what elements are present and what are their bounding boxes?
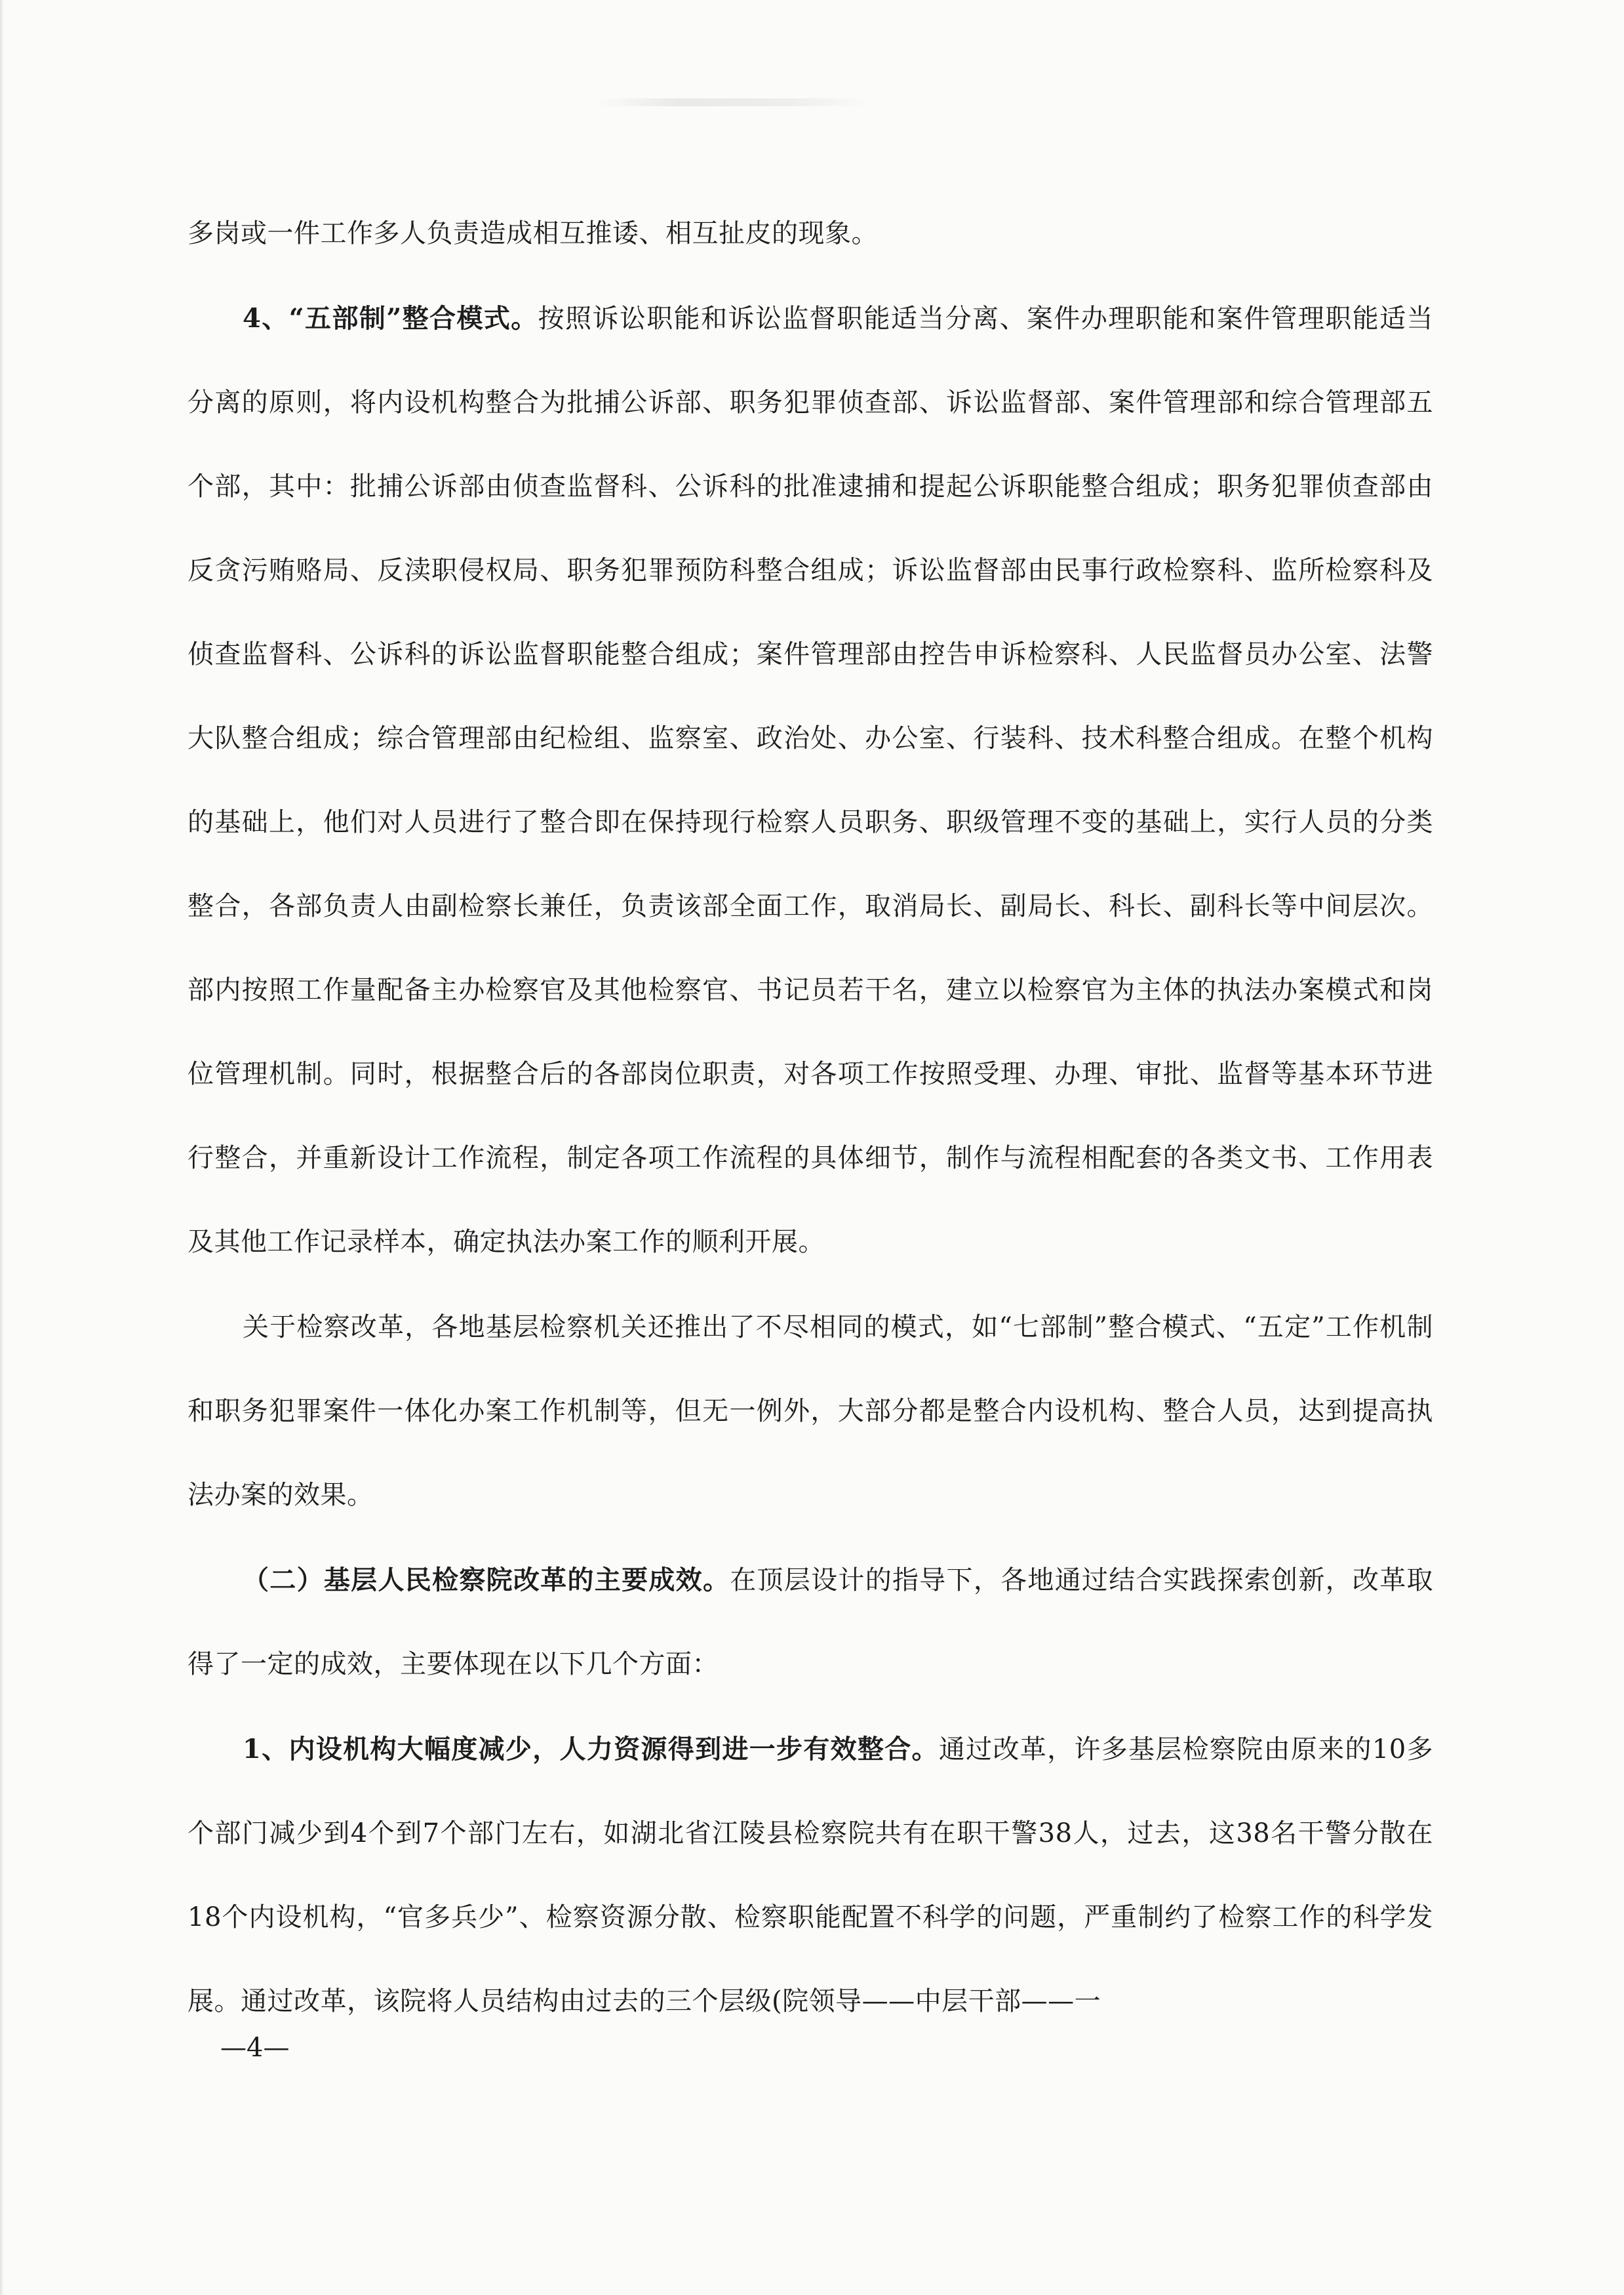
section-heading: （二）基层人民检察院改革的主要成效。: [243, 1565, 730, 1595]
paragraph-heading: 1、内设机构大幅度减少，人力资源得到进一步有效整合。: [243, 1734, 939, 1765]
paragraph-text: 通过改革，许多基层检察院由原来的10多个部门减少到4个到7个部门左右，如湖北省江陵县检察院共有在职干警38人，过去，这38名干警分散在18个内设机构，“官多兵少”、检察资源分散、检察职能配置不科学的问题，严重制约了检察工作的科学发展。通过改革，该院将人员结构由过去的三个层级(院领导——中层干部——一: [188, 1734, 1433, 2016]
page-number: —4—: [220, 2033, 290, 2063]
paragraph-text: 多岗或一件工作多人负责造成相互推诿、相互扯皮的现象。: [188, 218, 878, 249]
paragraph-continued: [188, 191, 1433, 275]
paragraph-text: 关于检察改革，各地基层检察机关还推出了不尽相同的模式，如“七部制”整合模式、“五定”工作机制和职务犯罪案件一体化办案工作机制等，但无一例外，大部分都是整合内设机构、整合人员，达到提高执法办案的效果。: [188, 1312, 1433, 1510]
scan-smudge: [597, 98, 872, 106]
paragraph-internal-institutions: [188, 1707, 1433, 2043]
paragraph-text: 按照诉讼职能和诉讼监督职能适当分离、案件办理职能和案件管理职能适当分离的原则，将内设机构整合为批捕公诉部、职务犯罪侦查部、诉讼监督部、案件管理部和综合管理部五个部，其中：批捕公诉部由侦查监督科、公诉科的批准逮捕和提起公诉职能整合组成；职务犯罪侦查部由反贪污贿赂局、反渎职侵权局、职务犯罪预防科整合组成；诉讼监督部由民事行政检察科、监所检察科及侦查监督科、公诉科的诉讼监督职能整合组成；案件管理部由控告申诉检察科、人民监督员办公室、法警大队整合组成；综合管理部由纪检组、监察室、政治处、办公室、行装科、技术科整合组成。在整个机构的基础上，他们对人员进行了整合即在保持现行检察人员职务、职级管理不变的基础上，实行人员的分类整合，各部负责人由副检察长兼任，负责该部全面工作，取消局长、副局长、科长、副科长等中间层次。部内按照工作量配备主办检察官及其他检察官、书记员若干名，建立以检察官为主体的执法办案模式和岗位管理机制。同时，根据整合后的各部岗位职责，对各项工作按照受理、办理、审批、监督等基本环节进行整合，并重新设计工作流程，制定各项工作流程的具体细节，制作与流程相配套的各类文书、工作用表及其他工作记录样本，确定执法办案工作的顺利开展。: [188, 304, 1434, 1257]
scan-edge-shadow: [0, 0, 4, 2295]
paragraph-other-models: [188, 1285, 1433, 1537]
paragraph-text: 在顶层设计的指导下，各地通过结合实践探索创新，改革取得了一定的成效，主要体现在以下几个方面：: [188, 1565, 1434, 1679]
document-body: [188, 191, 1433, 2045]
paragraph-five-department-model: [188, 277, 1433, 1284]
paragraph-heading: 4、“五部制”整合模式。: [243, 303, 538, 334]
paragraph-reform-results: [188, 1538, 1433, 1706]
